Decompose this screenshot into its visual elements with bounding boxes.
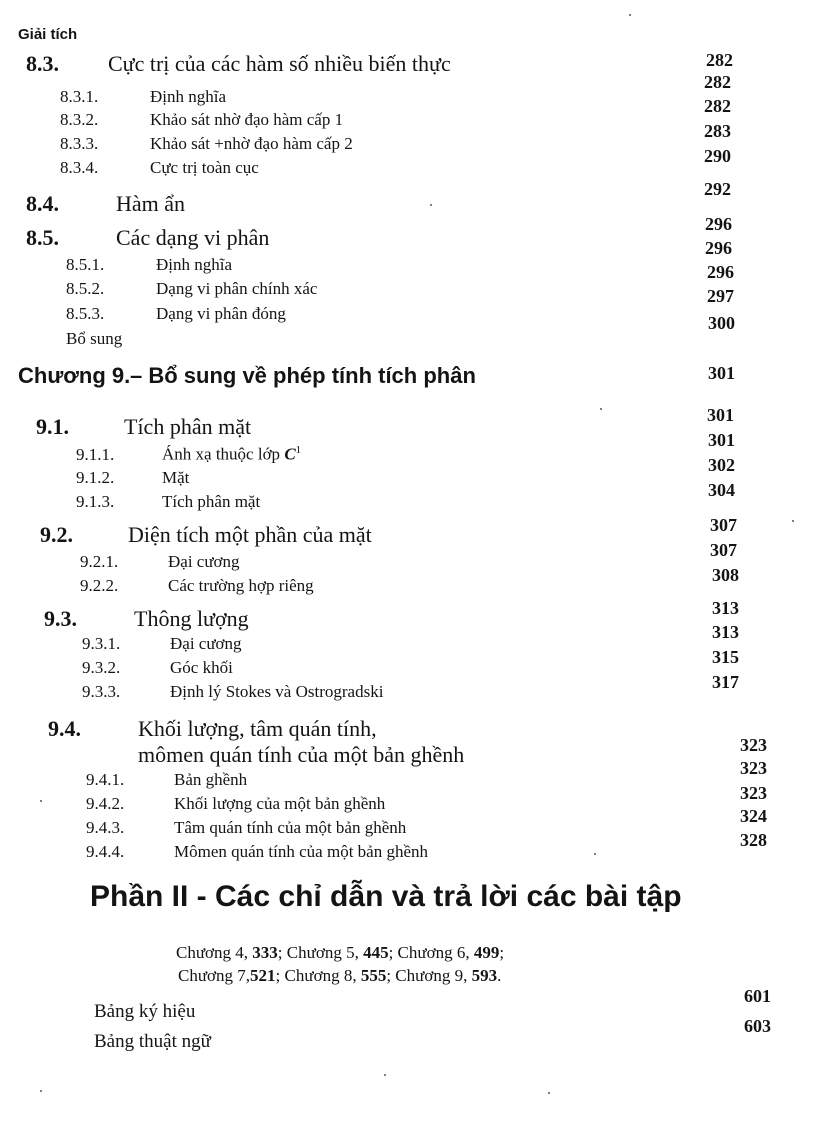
page-number: 282 [706, 50, 733, 70]
entry-number: 9.3.3. [82, 682, 121, 701]
toc-entry [94, 1001, 195, 1023]
page-number: 324 [740, 806, 767, 826]
entry-number: 9.1.3. [76, 492, 115, 511]
page-number: 283 [704, 121, 731, 141]
citation-chapter: ; [499, 943, 505, 962]
entry-title: Mặt [162, 468, 190, 487]
toc-entry [60, 134, 353, 154]
entry-number: 9.2.2. [80, 576, 119, 595]
entry-title: Dạng vi phân chính xác [156, 279, 318, 298]
math-symbol: C [280, 444, 296, 464]
toc-entry [76, 444, 301, 465]
toc-entry [48, 742, 464, 768]
entry-number: 9.3. [44, 606, 77, 631]
citation-line [176, 943, 504, 963]
entry-number: 8.5.3. [66, 304, 105, 323]
toc-entry [80, 552, 240, 572]
page-number: 300 [708, 313, 735, 333]
toc-entry [26, 51, 451, 77]
entry-title: Bảng ký hiệu [94, 1001, 196, 1022]
entry-title: Khối lượng của một bản ghềnh [174, 794, 386, 813]
page-number: 323 [740, 735, 767, 755]
page-number: 323 [740, 783, 767, 803]
scan-speck [40, 1090, 42, 1092]
citation-chapter: . [497, 966, 502, 985]
entry-title: Bản ghềnh [174, 770, 248, 789]
toc-entry [86, 842, 428, 862]
entry-number: 9.3.1. [82, 634, 121, 653]
toc-entry [94, 1031, 211, 1053]
scan-speck [600, 408, 602, 410]
page-number: 307 [710, 540, 737, 560]
citation-line [178, 966, 501, 986]
page-number: 297 [707, 286, 734, 306]
entry-title: Tích phân mặt [124, 414, 252, 439]
entry-title: Các dạng vi phân [116, 225, 270, 250]
entry-title: Đại cương [170, 634, 242, 653]
page-number: 315 [712, 647, 739, 667]
entry-title: Góc khối [170, 658, 233, 677]
entry-title: Tích phân mặt [162, 492, 261, 511]
entry-title: Thông lượng [134, 606, 249, 631]
scan-speck [548, 1092, 550, 1094]
page-number: 603 [744, 1016, 771, 1036]
page-number: 296 [707, 262, 734, 282]
page-number: 301 [708, 430, 735, 450]
entry-number: 8.3.3. [60, 134, 99, 153]
entry-number: 8.5.1. [66, 255, 105, 274]
toc-entry [60, 158, 259, 178]
entry-number: 9.4.1. [86, 770, 125, 789]
entry-number: 9.4.2. [86, 794, 125, 813]
entry-number: 8.5. [26, 225, 59, 250]
entry-number: 8.3. [26, 51, 59, 76]
citation-chapter: ; Chương 6, [388, 943, 474, 962]
page-number: 301 [707, 405, 734, 425]
toc-entry [26, 191, 185, 217]
toc-entry [48, 716, 377, 742]
citation-page: 593 [471, 966, 498, 985]
page-number: 601 [744, 986, 771, 1006]
entry-title: Bảng thuật ngữ [94, 1031, 211, 1052]
entry-title: Định nghĩa [156, 255, 233, 274]
entry-number: Chương 9. [18, 363, 131, 388]
citation-page: 333 [252, 943, 278, 962]
entry-title: Ánh xạ thuộc lớp [162, 444, 281, 464]
toc-entry [76, 468, 189, 488]
entry-title: Tâm quán tính của một bản ghềnh [174, 818, 407, 837]
entry-number: 9.4.3. [86, 818, 125, 837]
citation-chapter: ; Chương 5, [277, 943, 364, 962]
citation-page: 499 [473, 943, 500, 962]
citation-chapter: Chương 7, [178, 966, 251, 985]
page-number: 282 [704, 72, 731, 92]
page-number: 301 [708, 363, 735, 383]
page-number: 307 [710, 515, 737, 535]
toc-entry [66, 329, 122, 349]
toc-entry [40, 522, 372, 548]
running-header: Giải tích [18, 26, 78, 43]
entry-title: Các trường hợp riêng [168, 576, 314, 595]
scan-speck [40, 800, 42, 802]
entry-title: Hàm ẩn [116, 191, 186, 216]
toc-entry [44, 606, 249, 632]
citation-page: 445 [363, 943, 389, 962]
page-number: 292 [704, 179, 731, 199]
entry-number: 9.4. [48, 716, 81, 741]
scan-speck [594, 853, 596, 855]
entry-title: Khối lượng, tâm quán tính, [138, 716, 377, 741]
entry-title: Khảo sát +nhờ đạo hàm cấp 2 [150, 134, 353, 153]
toc-entry [36, 414, 251, 440]
page-number: 302 [708, 455, 735, 475]
page-number: 313 [712, 622, 739, 642]
toc-entry [80, 576, 314, 596]
entry-title: Đại cương [168, 552, 240, 571]
page-number: 290 [704, 146, 731, 166]
citation-page: 521 [250, 966, 276, 985]
toc-entry [66, 304, 286, 324]
entry-title: Dạng vi phân đóng [156, 304, 286, 323]
toc-entry [66, 255, 232, 275]
entry-title: – Bổ sung về phép tính tích phân [130, 363, 476, 388]
citation-chapter: ; Chương 8, [275, 966, 361, 985]
entry-number: 9.1.2. [76, 468, 115, 487]
page-number: 304 [708, 480, 735, 500]
entry-title: Cực trị toàn cục [150, 158, 259, 177]
entry-number: 9.3.2. [82, 658, 121, 677]
entry-number: 9.2.1. [80, 552, 119, 571]
entry-title: Phần II - Các chỉ dẫn và trả lời các bài tập [90, 880, 682, 913]
toc-entry [86, 770, 247, 790]
toc-entry [82, 658, 233, 678]
citation-chapter: ; Chương 9, [386, 966, 472, 985]
entry-number: 9.2. [40, 522, 73, 547]
page-number: 313 [712, 598, 739, 618]
entry-number: 8.4. [26, 191, 59, 216]
page-number: 323 [740, 758, 767, 778]
citation-page: 555 [360, 966, 387, 985]
toc-entry [60, 87, 226, 107]
entry-title: Cực trị của các hàm số nhiều biến thực [108, 51, 451, 76]
toc-entry [90, 880, 682, 914]
toc-entry [66, 279, 317, 299]
entry-number: 9.1. [36, 414, 69, 439]
entry-title: Diện tích một phần của mặt [128, 522, 372, 547]
toc-entry [82, 682, 383, 702]
citation-chapter: Chương 4, [176, 943, 253, 962]
toc-entry [18, 363, 476, 389]
math-superscript: 1 [295, 444, 302, 456]
toc-entry [82, 634, 242, 654]
entry-number: 8.3.1. [60, 87, 99, 106]
entry-title: Khảo sát nhờ đạo hàm cấp 1 [150, 110, 344, 129]
entry-number: 9.4.4. [86, 842, 125, 861]
entry-number: 8.3.4. [60, 158, 99, 177]
toc-entry [60, 110, 343, 130]
page-number: 296 [705, 214, 732, 234]
entry-title: mômen quán tính của một bản ghềnh [138, 742, 465, 767]
toc-entry [76, 492, 260, 512]
scan-speck [792, 520, 794, 522]
scan-speck [430, 204, 432, 206]
page-number: 282 [704, 96, 731, 116]
entry-title: Định nghĩa [150, 87, 227, 106]
scan-speck [629, 14, 631, 16]
entry-number: 8.3.2. [60, 110, 99, 129]
page-number: 296 [705, 238, 732, 258]
entry-number: 8.5.2. [66, 279, 105, 298]
scan-speck [384, 1074, 386, 1076]
page-number: 308 [712, 565, 739, 585]
toc-entry [26, 225, 269, 251]
page-number: 328 [740, 830, 767, 850]
entry-title: Định lý Stokes và Ostrogradski [170, 682, 384, 701]
toc-entry [86, 794, 385, 814]
toc-entry [86, 818, 406, 838]
entry-title: Mômen quán tính của một bản ghềnh [174, 842, 429, 861]
entry-number: 9.1.1. [76, 444, 115, 464]
page-number: 317 [712, 672, 739, 692]
entry-title: Bổ sung [66, 329, 123, 348]
